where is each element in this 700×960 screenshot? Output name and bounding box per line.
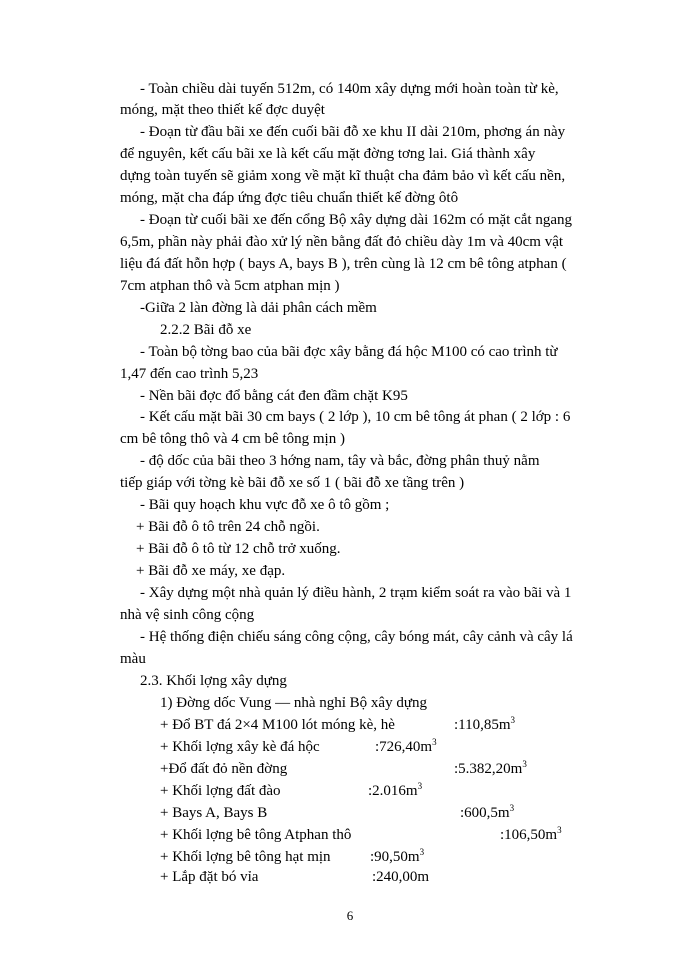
document-page: - Toàn chiều dài tuyến 512m, có 140m xây dựng mới hoàn toàn từ kè, móng, mặt theo thiết kế đợc duyệt - Đoạn từ đầu bãi xe đến cuối bãi đỗ xe khu II dài 210m, phơng án này để nguyên, kết cấu bãi xe là kết cấu mặt đờng tơng lai. Giá thành xây dựng toàn tuyến sẽ giảm xong về mặt kĩ thuật cha đảm bảo vì kết cấu nền, móng, mặt cha đáp ứng đợc tiêu chuẩn thiết kế đờng ôtô - Đoạn từ cuối bãi xe đến cổng Bộ xây dựng dài 162m có mặt cắt ngang 6,5m, phần này phải đào xử lý nền bằng đất đỏ chiều dày 1m và 40cm vật liệu đá đất hỗn hợp ( bays A, bays B ), trên cùng là 12 cm bê tông atphan ( 7cm atphan thô và 5cm atphan mịn ) -Giữa 2 làn đờng là dải phân cách mềm 2.2.2 Bãi đỗ xe - Toàn bộ tờng bao của bãi đợc xây bằng đá hộc M100 có cao trình từ 1,47 đến cao trình 5,23 - Nền bãi đợc đổ bằng cát đen đầm chặt K95 - Kết cấu mặt bãi 30 cm bays ( 2 lớp ), 10 cm bê tông át phan ( 2 lớp : 6 cm bê tông thô và 4 cm bê tông mịn ) - độ dốc của bãi theo 3 hớng nam, tây và bắc, đờng phân thuỷ nằm tiếp giáp với tờng kè bãi đỗ xe số 1 ( bãi đỗ xe tầng trên ) - Bãi quy hoạch khu vực đỗ xe ô tô gồm ; + Bãi đỗ ô tô trên 24 chỗ ngồi. + Bãi đỗ ô tô từ 12 chỗ trở xuống. + Bãi đỗ xe máy, xe đạp. - Xây dựng một nhà quản lý điều hành, 2 trạm kiểm soát ra vào bãi và 1 nhà vệ sinh công cộng - Hệ thống điện chiếu sáng công cộng, cây bóng mát, cây cảnh và cây lá màu 2.3. Khối lợng xây dựng 1) Đờng dốc Vung — nhà nghỉ Bộ xây dựng + Đổ BT đá 2×4 M100 lót móng kè, hè $:110,85m^3$ + Khối lợng xây kè đá hộc $:726,40m^3$ +Đổ đất đỏ nền đờng $:5.382,20m^3$ + Khối lợng đất đào $:2.016m^3$ + Bays A, Bays B $:600,5m^3$ + Khối lợng bê tông Atphan thô $:106,50m^3$ + Khối lợng bê tông hạt mịn $:90,50m^3$ + Lắp đặt bó vỉa :240,00m [120, 81, 573, 885]
quantity-value: $:110,85m^3$ [454, 715, 516, 733]
quantity-value: $:90,50m^3$ [370, 847, 425, 865]
quantity-value: $:726,40m^3$ [375, 737, 437, 755]
page-number: 6 [346, 908, 354, 923]
quantity-value: :240,00m [372, 869, 430, 885]
quantity-value: $:2.016m^3$ [368, 781, 423, 799]
quantity-value: $:106,50m^3$ [500, 825, 562, 843]
quantity-value: $:600,5m^3$ [460, 803, 515, 821]
quantity-value: $:5.382,20m^3$ [454, 759, 527, 777]
